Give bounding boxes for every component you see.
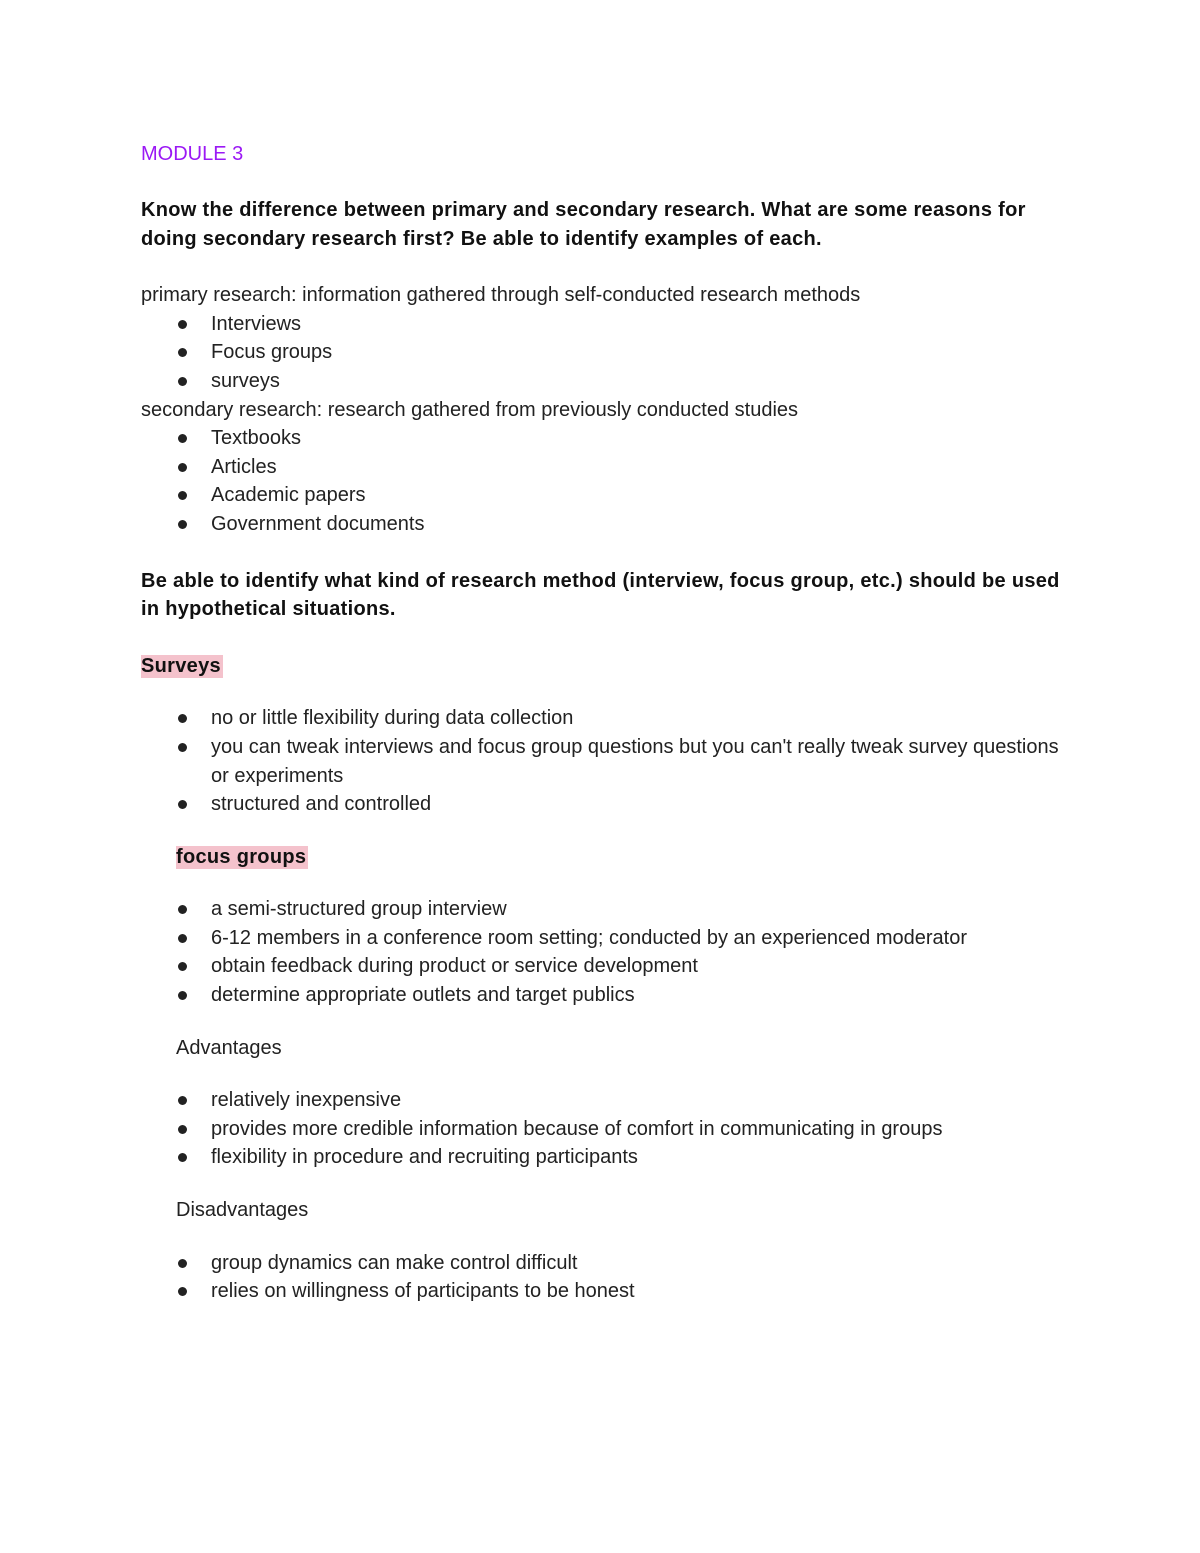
list-item: provides more credible information because of comfort in communicating in groups — [141, 1115, 1061, 1144]
secondary-research-list — [141, 424, 1061, 538]
list-item: no or little flexibility during data collection — [141, 704, 1061, 733]
focus-groups-list — [141, 895, 1061, 1009]
list-item: you can tweak interviews and focus group questions but you can't really tweak survey questions or experiments — [141, 733, 1061, 790]
question-research-method: Be able to identify what kind of research method (interview, focus group, etc.) should be used in hypothetical situations. — [141, 569, 1060, 621]
question-primary-secondary: Know the difference between primary and secondary research. What are some reasons for doing secondary research first? Be able to identify examples of each. — [141, 199, 1026, 250]
bullet-icon — [178, 800, 187, 809]
list-item: relatively inexpensive — [141, 1086, 1061, 1115]
bullet-icon — [178, 320, 187, 329]
disadvantages-list — [141, 1249, 1061, 1306]
primary-research-definition: primary research: information gathered through self-conducted research methods — [141, 284, 861, 307]
secondary-research-definition: secondary research: research gathered from previously conducted studies — [141, 398, 799, 421]
bullet-icon — [178, 377, 187, 386]
focus-groups-heading: focus groups — [176, 845, 307, 868]
bullet-icon — [178, 434, 187, 443]
list-item: Government documents — [141, 510, 1061, 539]
list-item: flexibility in procedure and recruiting participants — [141, 1143, 1061, 1172]
list-item: surveys — [141, 367, 1061, 396]
list-item: Articles — [141, 453, 1061, 482]
list-item: a semi-structured group interview — [141, 895, 1061, 924]
bullet-icon — [178, 1096, 187, 1105]
list-item: determine appropriate outlets and target publics — [141, 981, 1061, 1010]
bullet-icon — [178, 1125, 187, 1134]
surveys-list — [141, 704, 1061, 818]
bullet-icon — [178, 743, 187, 752]
document-page — [141, 140, 1061, 1306]
disadvantages-label: Disadvantages — [176, 1199, 309, 1222]
list-item: obtain feedback during product or service development — [141, 952, 1061, 981]
bullet-icon — [178, 463, 187, 472]
bullet-icon — [178, 520, 187, 529]
advantages-label: Advantages — [176, 1036, 282, 1059]
primary-research-list — [141, 310, 1061, 396]
bullet-icon — [178, 934, 187, 943]
bullet-icon — [178, 1259, 187, 1268]
list-item: group dynamics can make control difficult — [141, 1249, 1061, 1278]
list-item: 6-12 members in a conference room setting; conducted by an experienced moderator — [141, 924, 1061, 953]
bullet-icon — [178, 491, 187, 500]
list-item: relies on willingness of participants to be honest — [141, 1277, 1061, 1306]
bullet-icon — [178, 348, 187, 357]
advantages-list — [141, 1086, 1061, 1172]
list-item: Interviews — [141, 310, 1061, 339]
bullet-icon — [178, 1287, 187, 1296]
bullet-icon — [178, 991, 187, 1000]
module-title: MODULE 3 — [141, 143, 244, 165]
list-item: Academic papers — [141, 481, 1061, 510]
bullet-icon — [178, 1153, 187, 1162]
list-item: Focus groups — [141, 338, 1061, 367]
list-item: structured and controlled — [141, 790, 1061, 819]
bullet-icon — [178, 905, 187, 914]
bullet-icon — [178, 962, 187, 971]
bullet-icon — [178, 714, 187, 723]
surveys-heading: Surveys — [141, 654, 221, 677]
list-item: Textbooks — [141, 424, 1061, 453]
